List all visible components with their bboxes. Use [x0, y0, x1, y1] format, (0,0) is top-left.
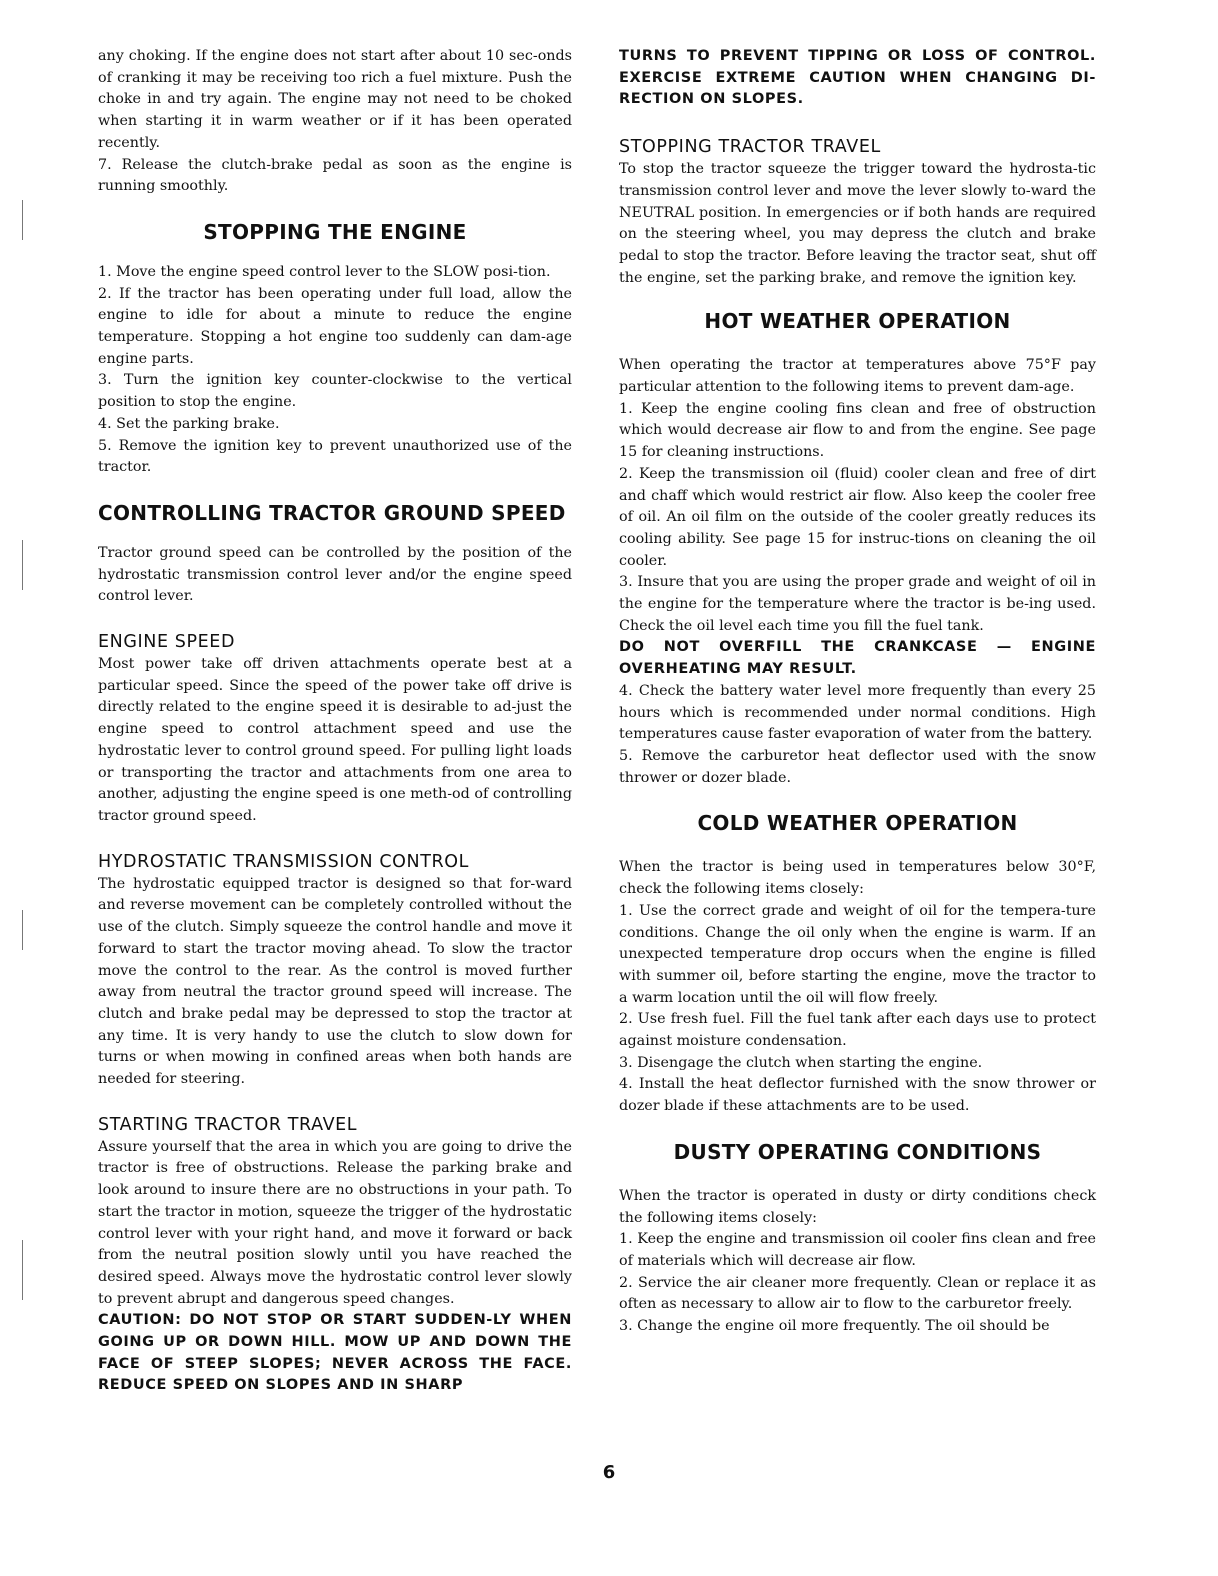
starting-travel-text: Assure yourself that the area in which you are going to drive the tractor is free of obstructions. Release the parking brake and look around to insure there are no obstructions in your path. To start the tractor in motion, squeeze the trigger of the hydrostatic control lever with your right hand, and move it forward or back from the neutral position slowly until you have reached the desired speed. Always move the hydrostatic control lever slowly to prevent abrupt and dangerous speed changes.	[98, 1138, 572, 1307]
engine-speed-heading: ENGINE SPEED	[98, 632, 236, 653]
stopping-step: 4. Set the parking brake.	[98, 415, 280, 432]
dusty-item: 1. Keep the engine and transmission oil cooler fins clean and free of materials which will decrease air flow.	[619, 1231, 1096, 1269]
stopping-step: 1. Move the engine speed control lever to the SLOW posi-tion.	[98, 263, 551, 280]
cold-weather-item: 4. Install the heat deflector furnished with the snow thrower or dozer blade if these attachments are to be used.	[619, 1076, 1096, 1115]
hot-weather-item: 4. Check the battery water level more frequently than every 25 hours which is recommended under normal conditions. High temperatures cause faster evaporation of water from the battery.	[619, 682, 1096, 743]
hot-weather-item: 3. Insure that you are using the proper grade and weight of oil in the engine for the temperature where the tractor is be-ing used. Check the oil level each time you fill the fuel tank.	[619, 574, 1096, 634]
hydrostatic-text: The hydrostatic equipped tractor is designed so that for-ward and reverse movement can be completely controlled without the use of the clutch. Simply squeeze the control handle and move it forward to start the tractor moving ahead. To slow the tractor move the control to the rear. As the control is moved further away from neutral the tractor ground speed will increase. The clutch and brake pedal may be depressed to stop the tractor at any time. It is very handy to use the clutch to slow down for turns or when mowing in confined areas when both hands are needed for steering.	[98, 875, 572, 1088]
cold-weather-item: 3. Disengage the clutch when starting the engine.	[619, 1054, 983, 1071]
cold-weather-intro: When the tractor is being used in temperatures below 30°F, check the following items closely:	[619, 859, 1096, 898]
intro-paragraph: any choking. If the engine does not start after about 10 sec-onds of cranking it may be receiving too rich a fuel mixture. Push the choke in and try again. The engine may not need to be choked when starting it in warm weather or if it has been operated recently.	[98, 48, 572, 151]
hot-weather-item: 1. Keep the engine cooling fins clean and free of obstruction which would decrease air flow to and from the engine. See page 15 for cleaning instructions.	[619, 400, 1096, 461]
starting-travel-heading: STARTING TRACTOR TRAVEL	[98, 1114, 358, 1135]
right-column	[619, 46, 1096, 1338]
hot-weather-heading: HOT WEATHER OPERATION	[704, 309, 1011, 334]
controlling-speed-heading: CONTROLLING TRACTOR GROUND SPEED	[98, 500, 566, 525]
scan-margin-mark	[22, 200, 23, 240]
stopping-step: 3. Turn the ignition key counter-clockwise to the vertical position to stop the engine.	[98, 372, 572, 411]
hydrostatic-heading: HYDROSTATIC TRANSMISSION CONTROL	[98, 851, 469, 872]
hot-weather-item: 2. Keep the transmission oil (fluid) cooler clean and free of dirt and chaff which would restrict air flow. Also keep the cooler free of oil. An oil film on the outside of the cooler greatly reduces its cooling ability. See page 15 for instruc-tions on cleaning the oil cooler.	[619, 465, 1096, 569]
stopping-step: 2. If the tractor has been operating under full load, allow the engine to idle for about a minute to reduce the engine temperature. Stopping a hot engine too suddenly can dam-age engine parts.	[98, 285, 572, 367]
dusty-item: 2. Service the air cleaner more frequently. Clean or replace it as often as necessary to allow air to flow to the carburetor freely.	[619, 1274, 1096, 1313]
left-column	[98, 46, 572, 1397]
page-number: 6	[602, 1462, 616, 1483]
stopping-engine-heading: STOPPING THE ENGINE	[203, 219, 467, 244]
dusty-item: 3. Change the engine oil more frequently. The oil should be	[619, 1318, 1050, 1335]
cold-weather-item: 1. Use the correct grade and weight of oil for the tempera-ture conditions. Change the oil only when the engine is warm. If an unexpected temperature drop occurs when the engine is filled with summer oil, before starting the engine, move the tractor to a warm location until the oil will flow freely.	[619, 902, 1096, 1006]
hot-weather-item: 5. Remove the carburetor heat deflector used with the snow thrower or dozer blade.	[619, 747, 1096, 786]
stopping-travel-heading: STOPPING TRACTOR TRAVEL	[619, 137, 881, 158]
stopping-travel-text: To stop the tractor squeeze the trigger toward the hydrosta-tic transmission control lever and move the lever slowly to-ward the NEUTRAL position. In emergencies or if both hands are required on the steering wheel, you may depress the clutch and brake pedal to stop the tractor. Before leaving the tractor seat, shut off the engine, set the parking brake, and remove the ignition key.	[619, 161, 1096, 286]
dusty-heading: DUSTY OPERATING CONDITIONS	[673, 1139, 1042, 1164]
cold-weather-item: 2. Use fresh fuel. Fill the fuel tank after each days use to protect against moisture condensation.	[619, 1011, 1096, 1050]
dusty-intro: When the tractor is operated in dusty or dirty conditions check the following items closely:	[619, 1187, 1096, 1226]
caution-continued: TURNS TO PREVENT TIPPING OR LOSS OF CONTROL. EXERCISE EXTREME CAUTION WHEN CHANGING DI-RECTION ON SLOPES.	[619, 48, 1096, 108]
engine-speed-text: Most power take off driven attachments operate best at a particular speed. Since the speed of the power take off drive is directly related to the engine speed it is desirable to ad-just the engine speed to control attachment speed and use the hydrostatic lever to control ground speed. For pulling light loads or transporting the tractor and attachments from one area to another, adjusting the engine speed is one meth-od of controlling tractor ground speed.	[98, 656, 572, 824]
scan-margin-mark	[22, 910, 23, 950]
cold-weather-heading: COLD WEATHER OPERATION	[697, 811, 1018, 836]
hot-weather-warning: DO NOT OVERFILL THE CRANKCASE — ENGINE OVERHEATING MAY RESULT.	[619, 639, 1096, 678]
scan-margin-mark	[22, 540, 23, 590]
starting-travel-caution: CAUTION: DO NOT STOP OR START SUDDEN-LY WHEN GOING UP OR DOWN HILL. MOW UP AND DOWN THE FACE OF STEEP SLOPES; NEVER ACROSS THE FACE. REDUCE SPEED ON SLOPES AND IN SHARP	[98, 1312, 572, 1394]
hot-weather-intro: When operating the tractor at temperatures above 75°F pay particular attention to the following items to prevent dam-age.	[619, 357, 1096, 396]
controlling-speed-text: Tractor ground speed can be controlled by the position of the hydrostatic transmission control lever and/or the engine speed control lever.	[98, 544, 572, 605]
scan-margin-mark	[22, 1240, 23, 1300]
intro-step-7: 7. Release the clutch-brake pedal as soon as the engine is running smoothly.	[98, 156, 572, 195]
stopping-step: 5. Remove the ignition key to prevent unauthorized use of the tractor.	[98, 437, 572, 476]
